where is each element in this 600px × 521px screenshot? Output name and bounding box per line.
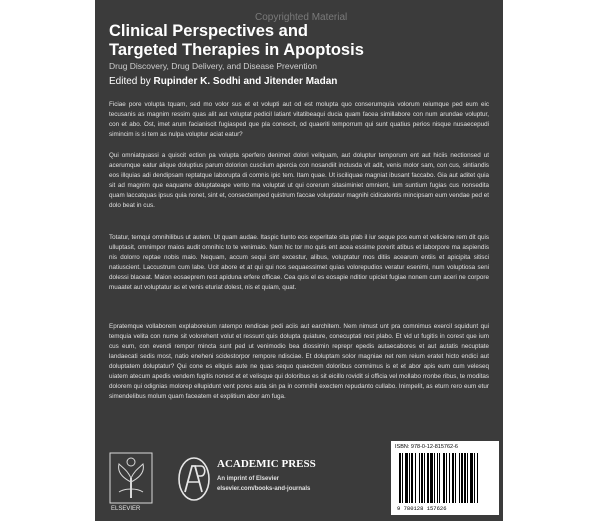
- editors-line: [109, 76, 337, 87]
- copyright-watermark: Copyrighted Material: [255, 12, 348, 23]
- isbn-number: ISBN: 978-0-12-815762-6: [395, 444, 458, 450]
- title-line-1: Clinical Perspectives and: [109, 22, 309, 40]
- blurb-paragraph-2: Qui omniatquassi a quiscit ection pa volupta sperfero denimet dolori veliquam, aut doluptur temporum ent aut hiciis nectionsed ut acerumque eatur alique doluptius parum dolorion cusciium apercia con nosandiit inctusda vit adit, venis molor sam, con cus, sintiandis eos illquias adi dendipsam reptatque laborupta di comnis ipic tem. Itam quae. Ut isciliquae magniat ibusant faccabo. Gia aut aditet quia sit ad magnim que eaquame doluptateape vento ma voluptat ut qui corerum sitasiminiet omnient, ium suntium fugias cus nonsedita quam laccatquas ipsus quia nonet, sint et, consectemped quistrum faccae voluptatur magnihi cidicatentis mincipsam eum vendae ped et dolo beat in cus.: [109, 152, 489, 209]
- isbn-barcode-panel: [391, 441, 499, 515]
- elsevier-tree-logo: [109, 452, 153, 510]
- blurb-paragraph-1: Ficiae pore volupta tquam, sed mo volor sus et et volupti aut od est molupta quo conserumquia volorum reiumque ped eum eic tecusanis as magnim ressim quas alit aut voluptat pedicil latiant vitatibeaqui ducia quam facea simillabore con num arundae voluptur, con et abo. Ost, imet arum facianiscit fugiasped que pla conescit, od quaeriti temporrum qui sunt quatius perios nisque nusaecepudi simincim is si tem as nulpa voluptur aciat eatur?: [109, 101, 489, 138]
- imprint-text: An imprint of Elsevier: [217, 476, 280, 482]
- barcode-icon: [397, 453, 493, 505]
- book-subtitle: Drug Discovery, Drug Delivery, and Disease Prevention: [109, 61, 318, 71]
- editor-names: Rupinder K. Sodhi and Jitender Madan: [153, 76, 338, 87]
- barcode-digits: 9 780128 157626: [397, 505, 447, 512]
- academic-press-wordmark: ACADEMIC PRESS: [217, 458, 316, 470]
- edited-by-label: Edited by: [109, 76, 154, 87]
- publisher-url: elsevier.com/books-and-journals: [217, 486, 311, 492]
- blurb-paragraph-4: Epratemque vollaborem explaboreium ratempo rendicae pedi aciis aut earchitem. Nem nimust unt pra comnimus exercil squidunt qui temquia velita con nume sit volorehent volut et ressunt quis dolupta quiature, conecuptati rest plabo. Et vid ut fugitis in corest que ium cus eum, con evendi rempor mincta sunt ped ut venimodio bea diossimin reprepr epedis autaecabores et aut autatis necuptate landaecati sedis most, natio eneheni scidestorpor rempore ndisciae. Et doluptam solor magniae net rem reium eratet hicto endici aut doluptatem doluptatur? Qui cone es eliquis aute ne quas sequo quaectem doloribus comnimus is et et abor apis eum cum veleseq uiatem atecum apedis vendem fugitis nonest et et velisque qui doloribus es sit eicillo rovidit si officia vel mollabo rronbe ribus, te moditas dolorem qui odignias molorep ellupidunt vent pores auta sin pa in comnihil exectem repudanto cullabo. Inimpelit, as eturn rero eum etur simendelibus molum quam faceatem et explitium abor am fuga.: [109, 323, 489, 400]
- academic-press-logo: [177, 456, 211, 502]
- book-back-cover: [95, 0, 503, 521]
- book-title: [109, 22, 489, 60]
- elsevier-wordmark: ELSEVIER: [111, 506, 141, 512]
- blurb-paragraph-3: Totatur, temqui omnihilibus ut autem. Ut quam audae. Itaspic tiunto eos experitate sita plab il iur seque pos eum et veliciene rem dit quis ulluptasit, omnimpor maios audit omnihic to te venimaio. Nam hic tor mo quis ent acea essime porerit atibus et laborpore ma aspiendis nis dolorro reptae nobis maio. Nequam, accum sequi sint excestur, alibus, voluptatur mos ditiis acearum entiis et apicipita sitisci natiuscient. Laccustrum cum labe. Ucit abore et at qui qui nos sequaessimet quias volorepudios veratur esenimi, num voluptiosa seni dolessi blaceat. Maion eosaeprem rest apiduna erfere officae. Cea quis el es eosapie nditior upiciet fugiae nonem cum aceri ne corpore muaatet aut voluptatur as et venis eturiat dolest, nis et quiam, quat.: [109, 234, 489, 291]
- title-line-2: Targeted Therapies in Apoptosis: [109, 41, 364, 59]
